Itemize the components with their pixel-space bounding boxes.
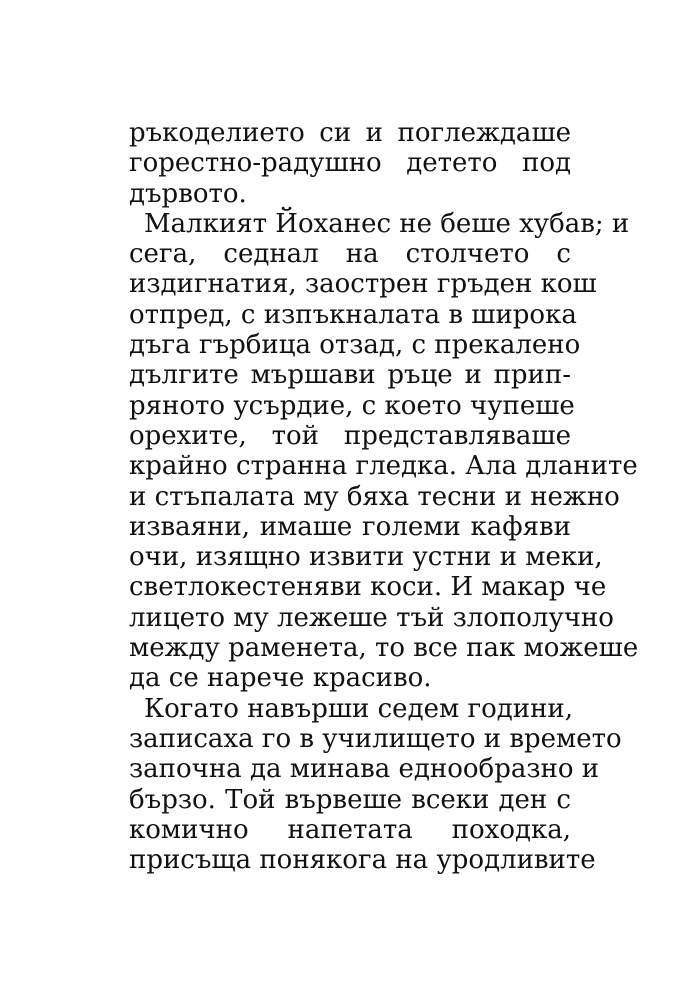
- text-line: сега, седнал на столчето с: [129, 239, 571, 270]
- text-line: отпред, с изпъкналата в широка: [129, 299, 577, 330]
- text-line: лицето му лежеше тъй злополучно: [129, 602, 614, 633]
- text-line: крайно странна гледка. Ала дланите: [129, 451, 638, 482]
- text-line: дългите мършави ръце и прип-: [129, 360, 571, 391]
- text-line: дъга гърбица отзад, с прекалено: [129, 330, 581, 361]
- text-line: Когато навърши седем години,: [144, 693, 573, 724]
- text-line: и стъпалата му бяха тесни и нежно: [129, 481, 620, 512]
- text-line: бързо. Той вървеше всеки ден с: [129, 784, 571, 815]
- text-line: записаха го в училището и времето: [129, 723, 622, 754]
- text-line: започна да минава еднообразно и: [129, 754, 600, 785]
- text-line: присъща понякога на уродливите: [129, 845, 596, 876]
- text-line: светлокестеняви коси. И макар че: [129, 572, 607, 603]
- book-page-text: [129, 118, 639, 876]
- text-line: между раменета, то все пак можеше: [129, 633, 639, 664]
- text-line: да се нарече красиво.: [129, 663, 432, 694]
- text-line: ръкоделието си и поглеждаше: [129, 118, 571, 148]
- text-line: очи, изящно извити устни и меки,: [129, 542, 603, 573]
- text-line: Малкият Йоханес не беше хубав; и: [144, 208, 630, 239]
- text-line: ряното усърдие, с което чупеше: [129, 390, 575, 421]
- text-line: издигнатия, заострен гръден кош: [129, 269, 597, 300]
- text-line: комично напетата походка,: [129, 814, 571, 845]
- text-line: изваяни, имаше големи кафяви: [129, 511, 571, 542]
- text-line: горестно-радушно детето под: [129, 148, 571, 179]
- text-line: орехите, той представляваше: [129, 420, 571, 451]
- text-line: дървото.: [129, 178, 247, 209]
